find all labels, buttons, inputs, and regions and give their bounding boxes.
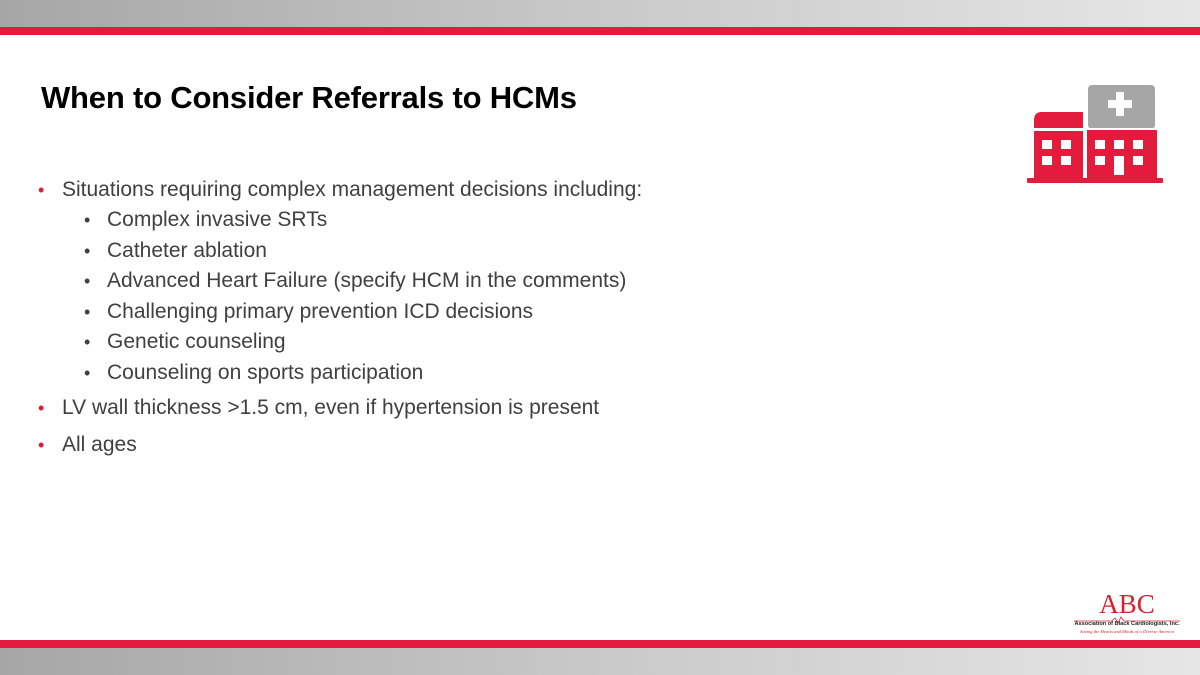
sub-list-item: • Genetic counseling [84,330,286,354]
top-gray-band [0,0,1200,27]
sub-list-item: • Catheter ablation [84,238,267,262]
slide-title: When to Consider Referrals to HCMs [41,80,577,115]
top-red-rule [0,27,1200,35]
abc-logo [1072,590,1182,638]
red-bullet: • [38,180,45,200]
list-item [38,393,938,423]
sub-list-item: • Advanced Heart Failure (specify HCM in the comments) [84,269,627,293]
bullet-text: Situations requiring complex management decisions including: [62,178,643,201]
sub-list-item: • Counseling on sports participation [84,360,424,384]
logo-letters: ABC [1099,589,1155,619]
hospital-icon [1025,84,1165,186]
logo-name: Association of Black Cardiologists, Inc. [1074,621,1180,627]
bullet-list [38,175,938,460]
sub-list-item: • Complex invasive SRTs [84,208,328,231]
bottom-gray-band [0,648,1200,675]
bullet-text: All ages [62,432,137,456]
red-bullet: • [38,397,45,418]
sub-bullet-list [62,205,938,389]
list-item [38,175,938,389]
bottom-red-rule [0,640,1200,648]
red-bullet: • [38,434,45,455]
bullet-text: LV wall thickness >1.5 cm, even if hypertension is present [62,395,600,419]
logo-tagline: Saving the Hearts and Minds of a Diverse America [1080,629,1174,634]
list-item [38,430,938,460]
sub-list-item: • Challenging primary prevention ICD decisions [84,299,534,323]
